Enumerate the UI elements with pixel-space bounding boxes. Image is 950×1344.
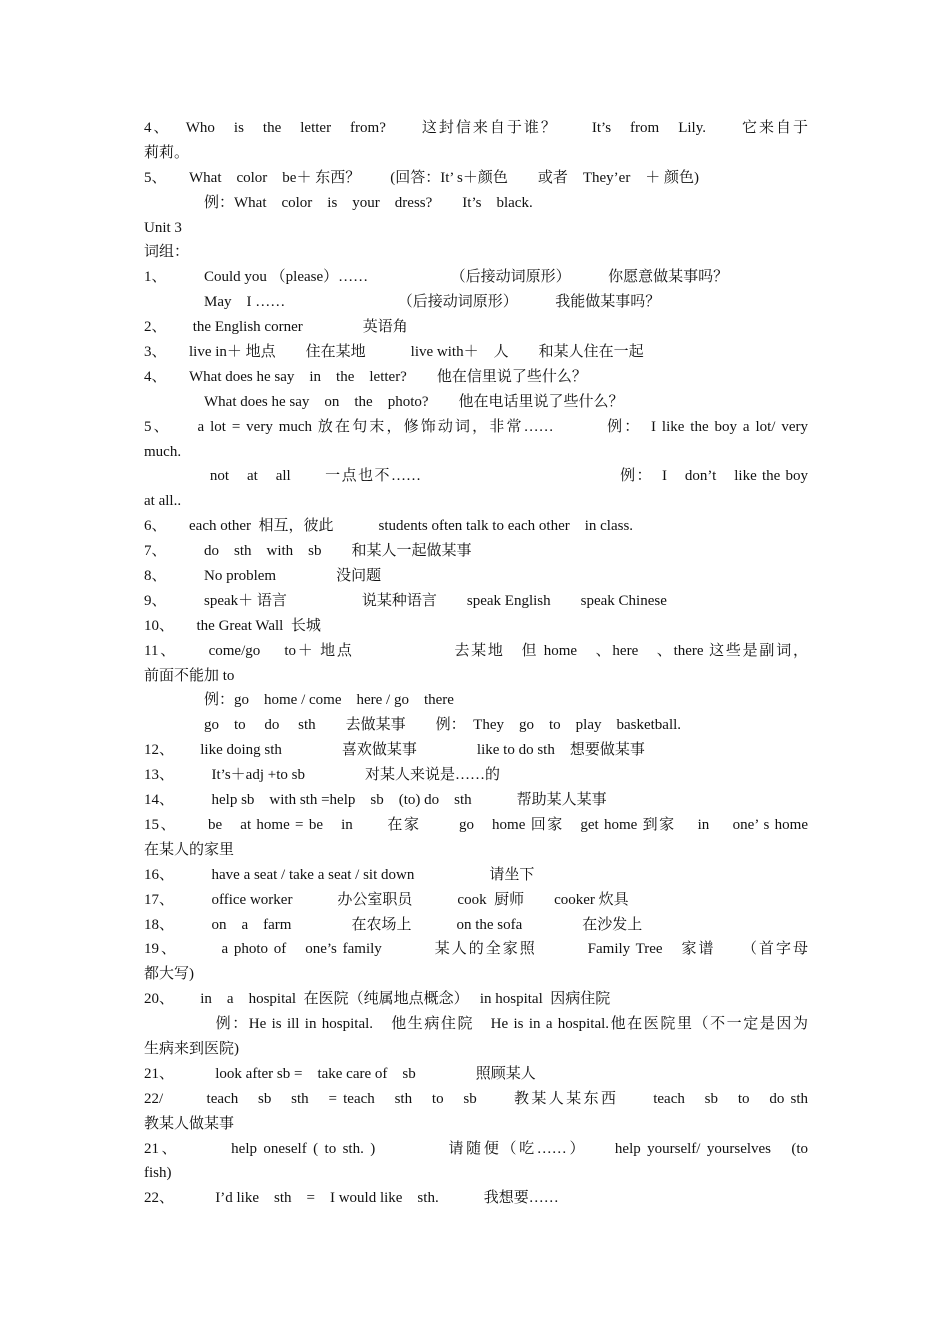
text-line: 4、 Who is the letter from? 这封信来自于谁？ It’s from Lily. 它来自于 xyxy=(144,120,808,136)
text-line: 12、 like doing sth 喜欢做某事 like to do sth 想要做某事 xyxy=(144,742,645,759)
text-line: 2、 the English corner 英语角 xyxy=(144,319,408,336)
text-line: 16、 have a seat / take a seat / sit down 请坐下 xyxy=(144,866,535,883)
text-line: 22/ teach sb sth = teach sth to sb 教某人某东西 teach sb to do sth xyxy=(144,1090,808,1107)
text-line: much. xyxy=(144,443,182,460)
text-line: 21、 look after sb = take care of sb 照顾某人 xyxy=(144,1065,536,1082)
text-line: 19、 a photo of one’s family 某人的全家照 Family Tree 家谱 （首字母 xyxy=(144,941,808,958)
text-line: 7、 do sth with sb 和某人一起做某事 xyxy=(144,543,472,560)
text-line: 生病来到医院) xyxy=(144,1040,239,1057)
document-text xyxy=(144,116,808,1211)
text-line: 18、 on a farm 在农场上 on the sofa 在沙发上 xyxy=(144,916,643,933)
text-line: at all.. xyxy=(144,493,182,510)
text-line: 例：He is ill in hospital. 他生病住院 He is in a hospital.他在医院里（不一定是因为 xyxy=(144,1016,808,1033)
text-line: 20、 in a hospital 在医院（纯属地点概念） in hospital 因病住院 xyxy=(144,991,611,1008)
text-line: 1、 Could you （please）…… （后接动词原形） 你愿意做某事吗？ xyxy=(144,269,729,286)
text-line: 4、 What does he say in the letter? 他在信里说了些什么？ xyxy=(144,368,587,385)
text-line: 在某人的家里 xyxy=(144,841,235,858)
text-line: 13、 It’s＋adj +to sb 对某人来说是……的 xyxy=(144,767,500,784)
text-line: 3、 live in＋ 地点 住在某地 live with＋ 人 和某人住在一起 xyxy=(144,344,644,361)
text-line: 例：What color is your dress? It’s black. xyxy=(144,194,533,211)
text-line: 15、 be at home = be in 在家 go home 回家 get home 到家 in one’ s home xyxy=(144,816,808,833)
text-line: 11、 come/go to＋ 地点 去某地 但 home 、here 、there 这些是副词， xyxy=(144,642,808,659)
text-line: 10、 the Great Wall 长城 xyxy=(144,617,321,634)
text-line: 22、 I’d like sth = I would like sth. 我想要…… xyxy=(144,1190,559,1207)
text-line: May I …… （后接动词原形） 我能做某事吗？ xyxy=(144,294,661,311)
text-line: 都大写) xyxy=(144,966,194,983)
text-line: 例：go home / come here / go there xyxy=(144,692,454,709)
text-line: go to do sth 去做某事 例： They go to play basketball. xyxy=(144,717,682,734)
text-line: 5、 What color be＋ 东西？ (回答：It’ s＋颜色 或者 They’er ＋ 颜色) xyxy=(144,169,700,186)
text-line: 17、 office worker 办公室职员 cook 厨师 cooker 炊具 xyxy=(144,891,629,908)
text-line: 8、 No problem 没问题 xyxy=(144,568,382,585)
text-line: 9、 speak＋ 语言 说某种语言 speak English speak Chinese xyxy=(144,592,667,609)
section-heading: Unit 3 xyxy=(144,219,182,236)
text-line: 21、 help oneself ( to sth. ) 请随便（吃……） help yourself/ yourselves (to xyxy=(144,1140,808,1157)
text-line: What does he say on the photo? 他在电话里说了些什么？ xyxy=(144,393,624,410)
text-line: fish) xyxy=(144,1165,172,1182)
text-line: 教某人做某事 xyxy=(144,1115,235,1132)
text-line: not at all 一点也不…… 例： I don’t like the boy xyxy=(144,468,808,485)
text-line: 莉莉。 xyxy=(144,144,190,161)
text-line: 5、 a lot = very much 放在句末，修饰动词，非常…… 例： I like the boy a lot/ very xyxy=(144,418,808,435)
text-line: 14、 help sb with sth =help sb (to) do sth 帮助某人某事 xyxy=(144,792,607,809)
text-line: 前面不能加 to xyxy=(144,667,235,684)
subheading: 词组： xyxy=(144,244,190,261)
text-line: 6、 each other 相互，彼此 students often talk to each other in class. xyxy=(144,518,634,535)
